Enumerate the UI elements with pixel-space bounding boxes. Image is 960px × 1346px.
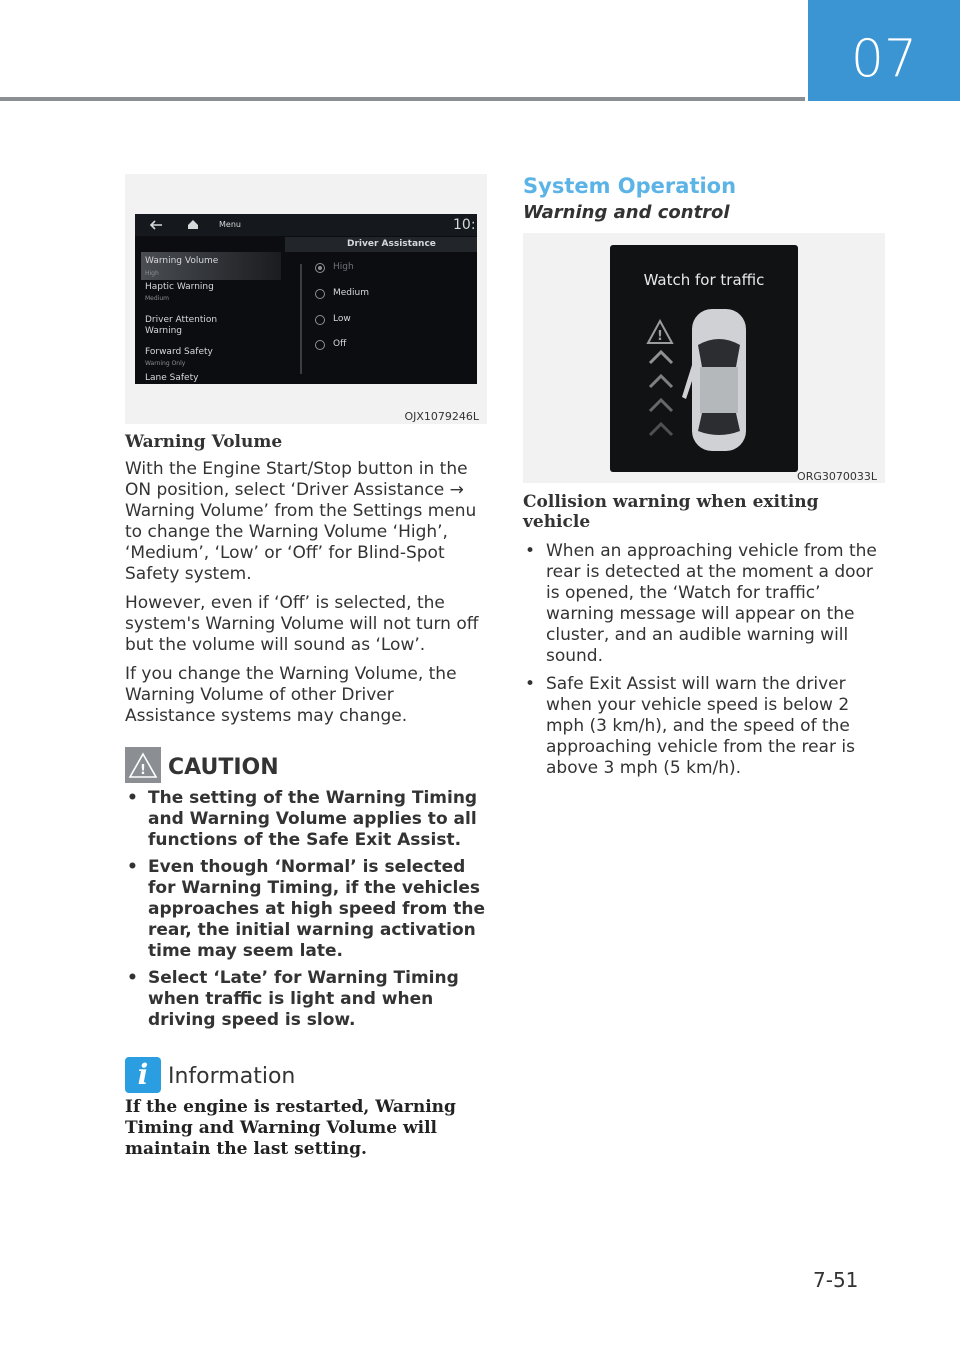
screen-option: Medium [333, 288, 369, 298]
caution-title: CAUTION [168, 755, 279, 780]
radio-medium [315, 289, 325, 299]
screen-scrollbar [300, 264, 302, 374]
radio-off [315, 340, 325, 350]
screen-panel-title: Driver Assistance [347, 239, 436, 249]
info-icon: i [137, 1058, 149, 1091]
page-number: 7-51 [813, 1268, 859, 1292]
screen-item-label: Driver Attention [145, 315, 218, 325]
warning-volume-section [125, 432, 487, 727]
screen-menu-label: Menu [219, 220, 241, 229]
caution-item: • Even though ‘Normal’ is selected for Warning Timing, if the vehicles approaches at high speed from the rear, the initial warning activation time may seem late. [125, 857, 487, 962]
svg-text:!: ! [140, 763, 146, 778]
bullet-item: • Safe Exit Assist will warn the driver when your vehicle speed is below 2 mph (3 km/h), and the speed of the approaching vehicle from the rear is above 3 mph (5 km/h). [523, 674, 885, 779]
cluster-figure [523, 233, 885, 483]
figure-code: ORG3070033L [797, 470, 877, 483]
caution-list [125, 788, 487, 1031]
radio-high [315, 263, 325, 273]
screen-item-label: Haptic Warning [145, 282, 214, 292]
section-heading: Collision warning when exiting vehicle [523, 492, 819, 532]
header-rule [0, 97, 805, 101]
cluster-message: Watch for traffic [643, 271, 765, 289]
screen-item-sub: Medium [145, 295, 169, 302]
figure-code: OJX1079246L [404, 410, 479, 423]
bullet-item: • When an approaching vehicle from the rear is detected at the moment a door is opened, the ‘Watch for traffic’ warning message will appear on the cluster, and an audible warning will sound. [523, 541, 885, 667]
information-box [125, 1057, 161, 1093]
screen-option: Off [333, 339, 347, 349]
paragraph: If you change the Warning Volume, the Warning Volume of other Driver Assistance systems may change. [125, 664, 457, 726]
screen-item-sub: High [145, 270, 159, 277]
vehicle-top-view-icon [682, 305, 756, 455]
section-heading: Warning Volume [125, 432, 283, 452]
caution-box [125, 747, 161, 783]
warning-triangle-icon [125, 747, 161, 783]
screen-option: High [333, 262, 354, 272]
screen-item-sub: Warning Only [145, 360, 186, 367]
screen-item-label: Lane Safety [145, 373, 199, 383]
warning-triangle-icon [646, 319, 674, 345]
system-operation-subheading: Warning and control [523, 202, 730, 223]
svg-text:!: ! [657, 329, 663, 344]
paragraph: However, even if ‘Off’ is selected, the system's Warning Volume will not turn off but the volume will sound as ‘Low’. [125, 593, 479, 655]
screen-item-label: Warning Volume [145, 256, 219, 266]
caution-item: • Select ‘Late’ for Warning Timing when traffic is light and when driving speed is slow. [125, 968, 487, 1031]
collision-warning-section [523, 492, 885, 779]
screen-item-label: Forward Safety [145, 347, 213, 357]
settings-figure [125, 174, 487, 424]
home-icon [187, 219, 199, 230]
information-title: Information [168, 1064, 296, 1089]
chapter-tab: 07 [808, 0, 960, 101]
radio-low [315, 315, 325, 325]
cluster-display [610, 245, 798, 472]
caution-item: • The setting of the Warning Timing and Warning Volume applies to all functions of the Safe Exit Assist. [125, 788, 487, 851]
system-operation-heading: System Operation [523, 174, 737, 198]
screen-time: 10: [453, 217, 476, 233]
back-arrow-icon [149, 220, 163, 230]
screen-option: Low [333, 314, 351, 324]
information-text: If the engine is restarted, Warning Timing and Warning Volume will maintain the last setting. [125, 1097, 456, 1159]
paragraph: With the Engine Start/Stop button in the ON position, select ‘Driver Assistance → Warning Volume’ from the Settings menu to change the Warning Volume ‘High’, ‘Medium’, ‘Low’ or ‘Off’ for Blind-Spot Safety system. [125, 459, 477, 584]
information-text-wrap [125, 1097, 487, 1160]
screen-item-label: Warning [145, 326, 183, 336]
approach-chevrons-icon [648, 349, 674, 445]
settings-screen [135, 214, 477, 384]
